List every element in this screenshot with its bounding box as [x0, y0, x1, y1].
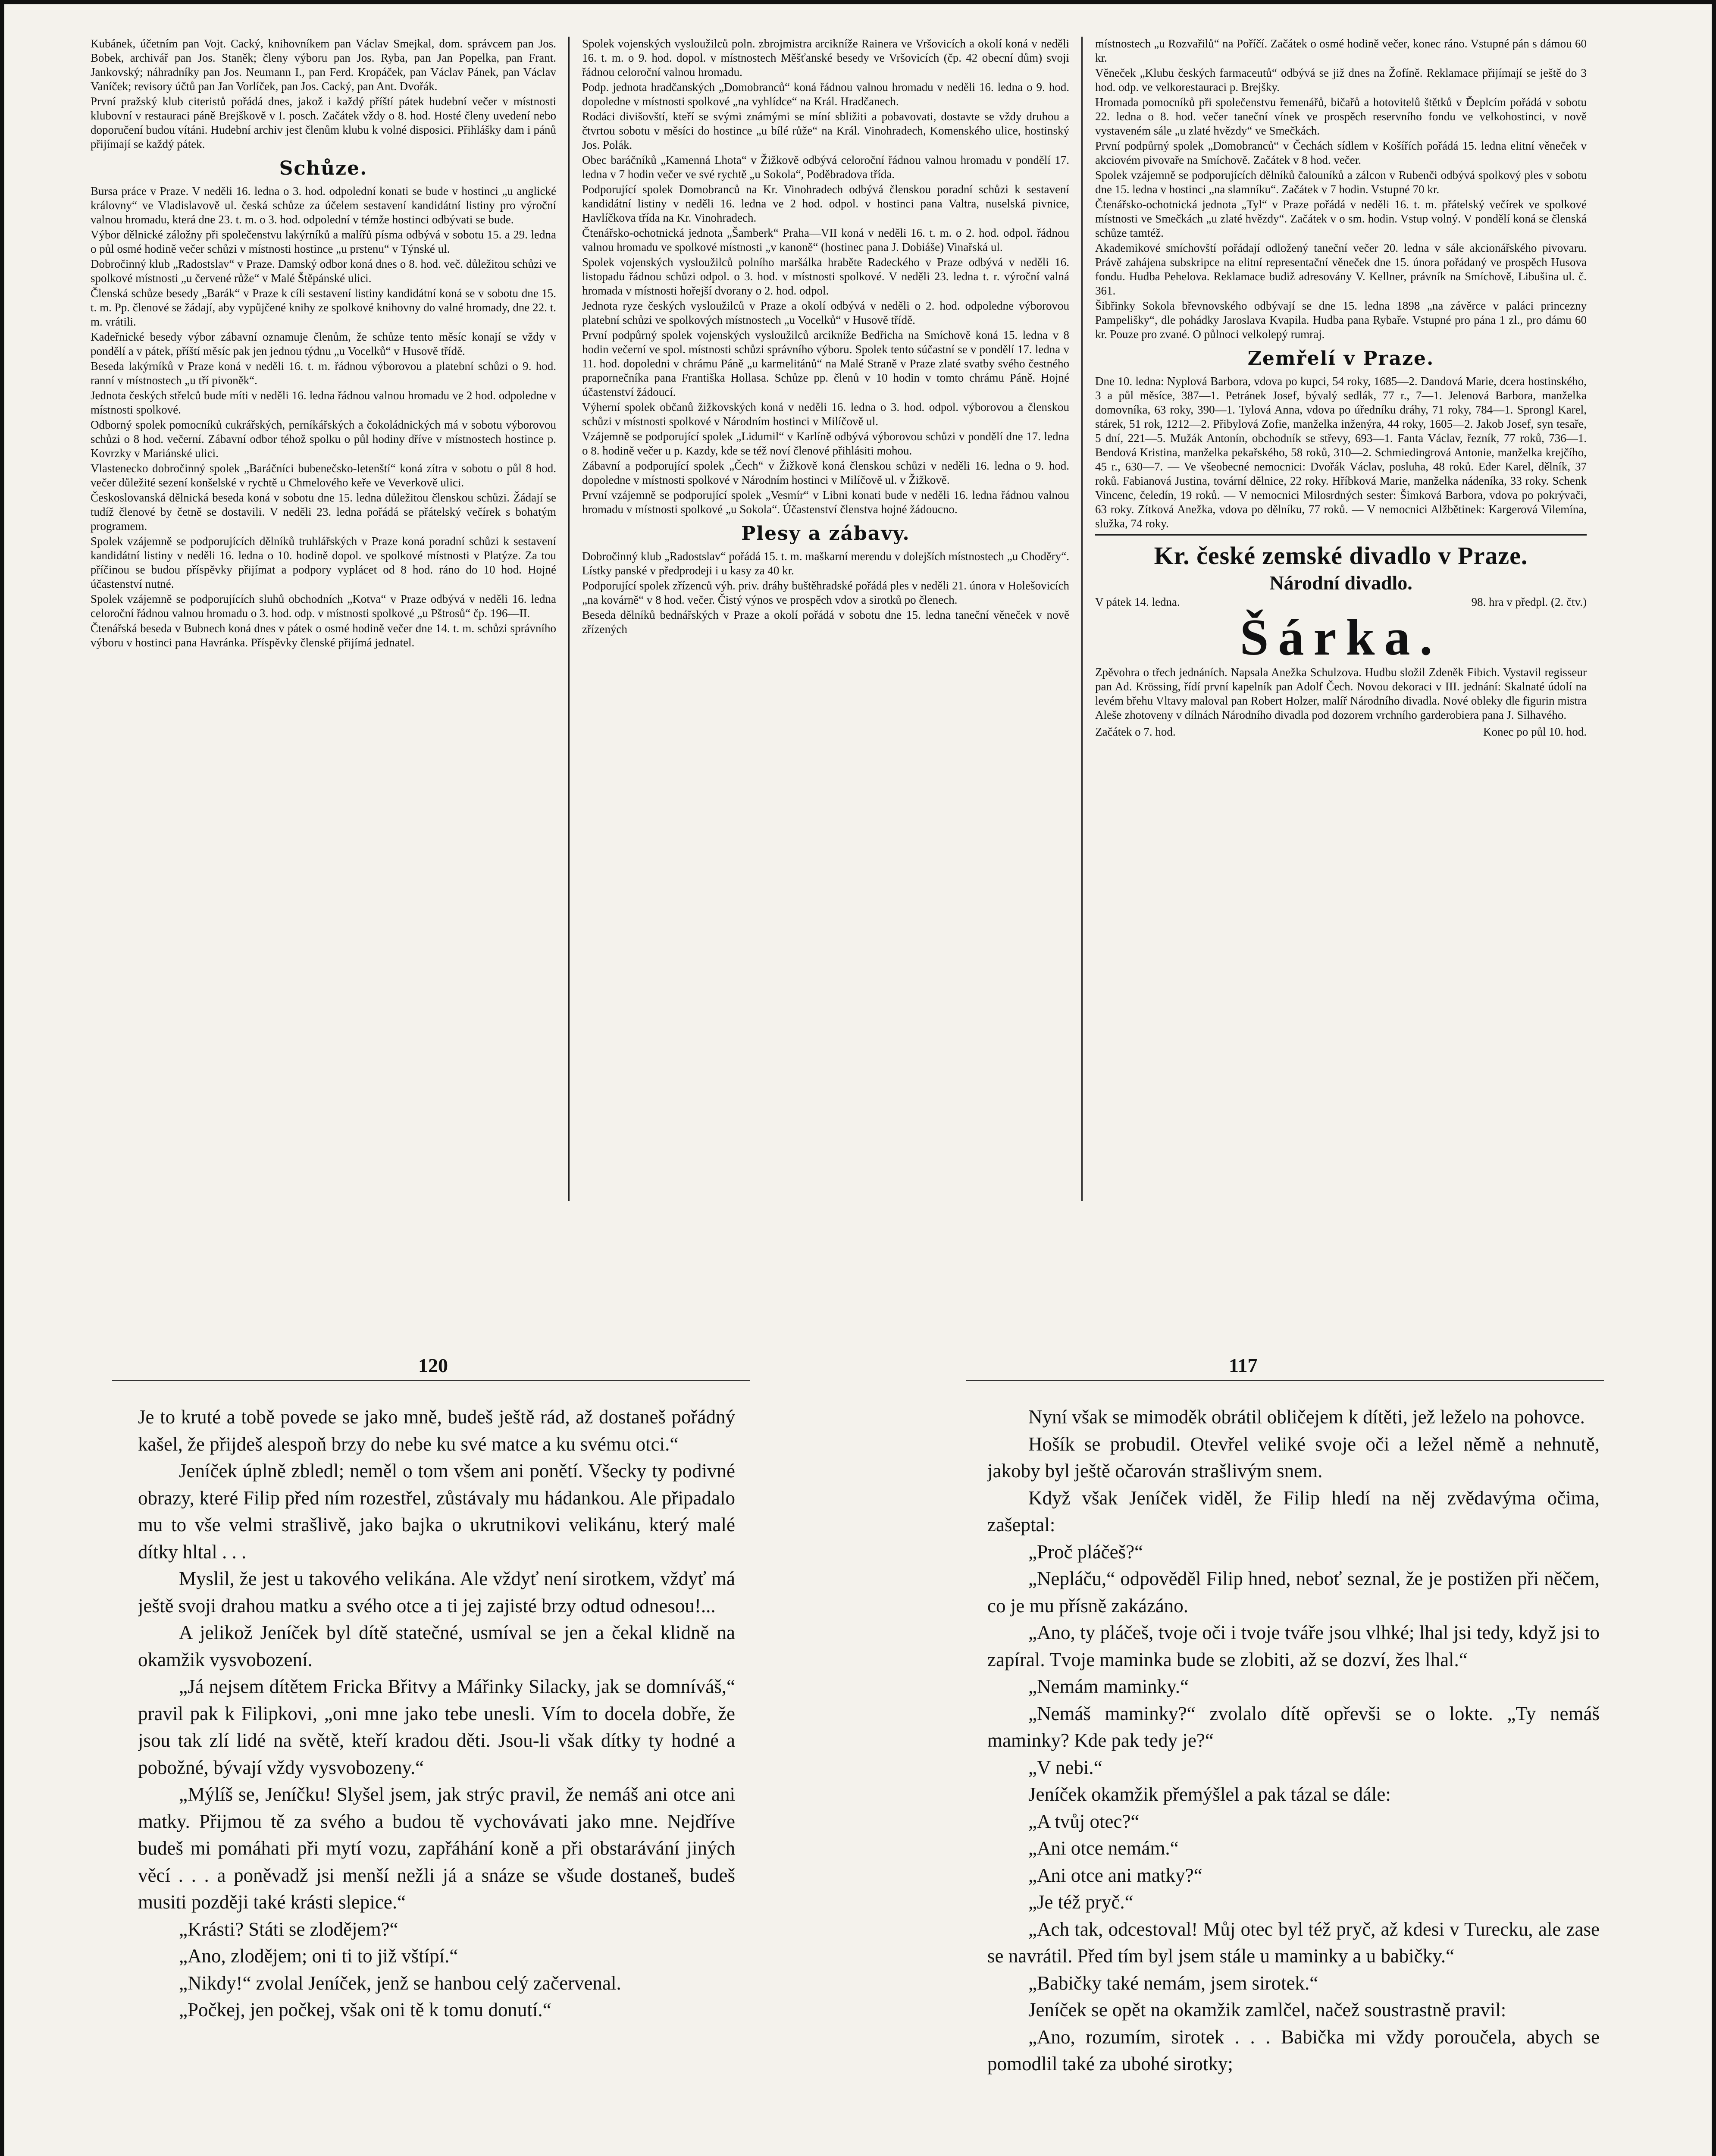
newspaper-column-2: [582, 37, 1069, 1201]
news-item: První podpůrný spolek „Domobranců“ v Čechách sídlem v Košířích pořádá 15. ledna elitní věneček v akciovém pivovaře na Smíchově. Začátek v 8 hod. večer.: [1095, 139, 1587, 166]
theatre-start: Začátek o 7. hod.: [1095, 725, 1176, 738]
book-paragraph: „Já nejsem dítětem Fricka Břitvy a Mářinky Silacky, jak se domníváš,“ pravil pak k Filipkovi, „oni mne jako tebe unesli. Vím to docela dobře, že jsou tak zlí lidé na světě, kteří kradou děti. Jsou-li však dítky ty hodné a pobožné, bývají vždy vysvobozeny.“: [138, 1676, 735, 1778]
news-item: Věneček „Klubu českých farmaceutů“ odbývá se již dnes na Žofíně. Reklamace přijímají se ještě do 3 hod. odp. ve velkorestauraci p. Brejšky.: [1095, 66, 1587, 94]
news-item: Podporující spolek Domobranců na Kr. Vinohradech odbývá členskou poradní schůzi k sestavení kandidátní listiny v neděli 16. ledna ve 2 hod. odpol. v hostinci pana Valtra, nuselská pivnice, Havlíčkova třída na Kr. Vinohradech.: [582, 183, 1069, 224]
news-item: Spolek vzájemně se podporujících dělníků truhlářských v Praze koná poradní schůzi k sestavení kandidátní listiny v neděli 16. ledna o 10. hodině dopol. ve spolkové místnosti v Platýze. Za tou příčinou se budou příspěvky přijímat a podpory vyplácet od 8 hod. ráno do 10 hod. Hojné účastenství nutné.: [91, 535, 556, 590]
theatre-date-line: [1095, 595, 1587, 609]
newspaper-column-1: [91, 37, 556, 1201]
news-item: Beseda lakýrníků v Praze koná v neděli 16. t. m. řádnou výborovou a platební schůzi o 9. hod. ranní v místnostech „u tří pivoněk“.: [91, 360, 556, 387]
play-title: Šárka.: [1240, 608, 1442, 666]
news-item: Beseda dělníků bednářských v Praze a okolí pořádá v sobotu dne 15. ledna taneční věneček v nově zřízených: [582, 608, 1069, 636]
book-paragraph: Jeníček úplně zbledl; neměl o tom všem ani ponětí. Všecky ty podivné obrazy, které Filip před ním rozestřel, zůstávaly mu hádankou. Ale připadalo mu to vše velmi strašlivě, jako bajka o ukrutnikovi velikánu, který malé dítky hltal . . .: [138, 1460, 735, 1563]
book-paragraph: „Nemám maminky.“: [1028, 1676, 1189, 1697]
theatre-performance: 98. hra v předpl. (2. čtv.): [1471, 595, 1587, 608]
news-item: Spolek vojenských vysloužilců polního maršálka hraběte Radeckého v Praze odbývá v neděli 16. listopadu řádnou schůzi odpol. o 3. hod. v místnosti spolkové. V neděli 23. ledna t. r. výroční valná hromada v místnosti hořejší dvorany o 2. hod. odpol.: [582, 256, 1069, 297]
book-paragraph: A jelikož Jeníček byl dítě statečné, usmíval se jen a čekal klidně na okamžik vysvobození.: [138, 1622, 735, 1670]
book-paragraph: „Ach tak, odcestoval! Můj otec byl též pryč, až kdesi v Turecku, ale zase se navrátil. Před tím byl jsem stále u maminky a u babičky.“: [987, 1918, 1600, 1967]
column-rule: [1081, 37, 1083, 1201]
book-paragraph: „V nebi.“: [1028, 1756, 1102, 1778]
news-item: Akademikové smíchovští pořádají odložený taneční večer 20. ledna v sále akcionářského pivovaru. Právě zahájena subskripce na elitní representační věneček dne 15. února pořádaný ve prospěch Husova fondu. Hudba Pehelova. Reklamace budiž adresovány V. Kellner, právník na Smíchově, Libušina ul. č. 361.: [1095, 241, 1587, 297]
book-paragraph: Je to kruté a tobě povede se jako mně, budeš ještě rád, až dostaneš pořádný kašel, že přijdeš alespoň brzy do nebe ku své matce a ku svému otci.“: [138, 1406, 735, 1455]
section-heading-balls: Plesy a zábavy.: [741, 523, 910, 545]
news-item: Čtenářsko-ochotnická jednota „Šamberk“ Praha—VII koná v neděli 16. t. m. o 2. hod. odpol. řádnou valnou hromadu ve spolkové místnosti „v kanoně“ (hostinec pana J. Dobiáše) Vinařská ul.: [582, 226, 1069, 254]
book-paragraph: Myslil, že jest u takového velikána. Ale vždyť není sirotkem, vždyť má ještě svoji drahou matku a svého otce a ti jej zajisté brzy odtud odnesou!...: [138, 1568, 735, 1617]
news-item: Spolek vojenských vysloužilců poln. zbrojmistra arcikníže Rainera ve Vršovicích a okolí koná v neděli 16. t. m. o 9. hod. dopol. v místnostech Měšťanské besedy ve Vršovicích (čp. 42 obecní dům) svoji řádnou celoroční valnou hromadu.: [582, 37, 1069, 78]
page-number-left: 120: [418, 1354, 448, 1376]
news-item: Spolek vzájemně se podporujících sluhů obchodních „Kotva“ v Praze odbývá v neděli 16. ledna celoroční řádnou valnou hromadu o 3. hod. odp. v místnosti spolkové „u Pštrosů“ čp. 196—II.: [91, 592, 556, 620]
book-paragraph: „Nemáš maminky?“ zvolalo dítě opřevši se o lokte. „Ty nemáš maminky? Kde pak tedy je?“: [987, 1702, 1600, 1751]
news-item: Odborný spolek pomocníků cukrářských, perníkářských a čokoládnických má v sobotu výborovou schůzi o 8 hod. večerní. Zábavní odbor téhož spolku o půl hodiny dříve v místnostech hostince p. Kovrzky v Mariánské ulici.: [91, 418, 556, 460]
section-heading-deaths: Zemřelí v Praze.: [1247, 348, 1434, 370]
book-paragraph: „Nikdy!“ zvolal Jeníček, jenž se hanbou celý začervenal.: [179, 1972, 621, 1994]
news-item: Dobročinný klub „Radostslav“ v Praze. Damský odbor koná dnes o 8. hod. več. důležitou schůzi ve spolkové místnosti „u červené růže“ v Malé Štěpánské ulici.: [91, 257, 556, 285]
book-paragraph: „Babičky také nemám, jsem sirotek.“: [1028, 1972, 1318, 1994]
news-item: Čtenářská beseda v Bubnech koná dnes v pátek o osmé hodině večer dne 14. t. m. schůzi správního výboru v hostinci pana Havránka. Příspěvky členské přijímá jednatel.: [91, 622, 556, 649]
news-item: Hromada pomocníků při společenstvu řemenářů, bičařů a hotovitelů štětků v Ďeplcím pořádá v sobotu 22. ledna o 8. hod. večer taneční vínek ve prospěch reservního fondu ve velkohostinci, v nově vystaveném sále „u zlaté hvězdy“ ve Smečkách.: [1095, 96, 1587, 137]
page-rule-right: [966, 1380, 1604, 1381]
theatre-title: Kr. české zemské divadlo v Praze.: [1095, 534, 1587, 571]
theatre-date: V pátek 14. ledna.: [1095, 595, 1180, 608]
news-item: První podpůrný spolek vojenských vysloužilců arcikníže Bedřicha na Smíchově koná 15. ledna v 8 hodin večerní ve spol. místnosti schůzi správního výboru. Spolek tento súčastní se v pondělí 17. ledna v 11. hod. dopoledni v chrámu Páně „u karmelitánů“ na Malé Straně v Praze zlaté svatby svého čestného prapornečníka pana Františka Hollasa. Schůze pp. členů v 10 hodin v tomto chrámu Páně. Hojné účastenství žádoucí.: [582, 329, 1069, 398]
news-item: Čtenářsko-ochotnická jednota „Tyl“ v Praze pořádá v neděli 16. t. m. přátelský večírek ve spolkové místnosti ve Smečkách „u zlaté hvězdy“. Začátek v o sm. hodin. Vstup volný. V pondělí koná se členská schůze tamtéž.: [1095, 198, 1587, 239]
book-paragraph: „Ani otce nemám.“: [1028, 1837, 1179, 1859]
theatre-subtitle: Národní divadlo.: [1269, 572, 1412, 594]
book-page-left: [138, 1404, 735, 2156]
news-item: Členská schůze besedy „Barák“ v Praze k cíli sestavení listiny kandidátní koná se v sobotu dne 15. t. m. Pp. členové se žádají, aby vypůjčené knihy ze spolkové knihovny do valné hromady, dne 22. t. m. vrátili.: [91, 287, 556, 328]
news-item: Rodáci divišovští, kteří se svými známými se míní sbližiti a pobavovati, dostavte se vždy druhou a čtvrtou sobotu v měsíci do hostince „u bílé růže“ na Král. Vinohradech, Komenského ulice, hostinský Jos. Polák.: [582, 110, 1069, 151]
column-rule: [568, 37, 570, 1201]
page-rule-left: [112, 1380, 750, 1381]
scan-border-right: [1712, 0, 1716, 2156]
news-item: Dobročinný klub „Radostslav“ pořádá 15. t. m. maškarní merendu v dolejších místnostech „u Choděry“. Lístky panské v předprodeji i u kasy za 40 kr.: [582, 550, 1069, 577]
page-number-right: 117: [1229, 1354, 1258, 1376]
theatre-times: [1095, 725, 1587, 739]
news-item: Podp. jednota hradčanských „Domobranců“ koná řádnou valnou hromadu v neděli 16. ledna o 9. hod. dopoledne v místnosti spolkové „na vyhlídce“ na Král. Hradčanech.: [582, 81, 1069, 108]
news-paragraph: První pražský klub citeristů pořádá dnes, jakož i každý příští pátek hudební večer v místnosti klubovní v restauraci páně Brejškově v I. posch. Začátek vždy o 8. hod. Hosté členy uvedení nebo doporučení budou vítáni. Hudební archiv jest členům klubu k volné disposici. Přihlášky dam i pánů přijímají se každý pátek.: [91, 95, 556, 150]
scan-border-top: [0, 0, 1716, 4]
book-paragraph: „Mýlíš se, Jeníčku! Slyšel jsem, jak strýc pravil, že nemáš ani otce ani matky. Přijmou tě za svého a budou tě vychovávati jako mne. Nejdříve budeš mi pomáhati při mytí vozu, zapřáhání koně a při obstarávání jiných věcí . . . a poněvadž jsi menší nežli já a snáze se všude dostaneš, budeš musiti později také krásti slepice.“: [138, 1783, 735, 1913]
news-item: Šibřinky Sokola břevnovského odbývají se dne 15. ledna 1898 „na závěrce v paláci princezny Pampelišky“, dle pohádky Jaroslava Kvapila. Hudba pana Rybaře. Vstupné pro pána 1 zl., pro dámu 60 kr. Pouze pro zvané. O půlnoci velkolepý rumraj.: [1095, 299, 1587, 341]
book-paragraph: Hošík se probudil. Otevřel veliké svoje oči a ležel němě a nehnutě, jakoby byl ještě očarován strašlivým snem.: [987, 1433, 1600, 1482]
book-paragraph: „A tvůj otec?“: [1028, 1810, 1140, 1832]
news-item: Obec baráčníků „Kamenná Lhota“ v Žižkově odbývá celoroční řádnou valnou hromadu v pondělí 17. ledna v 7 hodin večer ve své rychtě „u Sokola“, Poděbradova třída.: [582, 154, 1069, 181]
news-item: Vzájemně se podporující spolek „Lidumil“ v Karlíně odbývá výborovou schůzi v pondělí dne 17. ledna o 8. hodině večer u p. Kazdy, kde se též noví členové přihlásiti mohou.: [582, 430, 1069, 457]
news-item: Zábavní a podporující spolek „Čech“ v Žižkově koná členskou schůzi v neděli 16. ledna o 9. hod. dopoledne v místnosti spolkové v Národním hostinci v Milíčově ul. v Žižkově.: [582, 459, 1069, 486]
play-description: Zpěvohra o třech jednáních. Napsala Anežka Schulzova. Hudbu složil Zdeněk Fibich. Vystavil regisseur pan Ad. Krössing, řídí první kapelník pan Adolf Čech. Novou dekoraci v III. jednání: Skalnaté údolí na levém břehu Vltavy maloval pan Robert Holzer, malíř Národního divadla. Nové obleky dle figurin mistra Aleše zhotoveny v dílnách Národního divadla pod dozorem vrchního garderobiera pana J. Silhavého.: [1095, 666, 1587, 721]
book-paragraph: Nyní však se mimoděk obrátil obličejem k dítěti, jež leželo na pohovce.: [1028, 1406, 1585, 1428]
news-item: Podporující spolek zřízenců výh. priv. dráhy buštěhradské pořádá ples v neděli 21. února v Holešovicích „na kovárně“ v 8 hod. večer. Čistý výnos ve prospěch vdov a sirotků po členech.: [582, 579, 1069, 606]
book-paragraph: „Proč pláčeš?“: [1028, 1541, 1143, 1563]
news-item: Českoslovanská dělnická beseda koná v sobotu dne 15. ledna důležitou členskou schůzi. Žádají se tudíž členové by četně se dostavili. V neděli 23. ledna pořádá se přátelský večírek s bohatým programem.: [91, 491, 556, 533]
news-item: První vzájemně se podporující spolek „Vesmír“ v Libni konati bude v neděli 16. ledna řádnou valnou hromadu v místnosti spolkové „u Sokola“. Účastenství členstva hojné žádoucno.: [582, 489, 1069, 516]
news-paragraph: Kubánek, účetním pan Vojt. Cacký, knihovníkem pan Václav Smejkal, dom. správcem pan Jos. Bobek, archivář pan Jos. Staněk; členy výboru pan Jos. Ryba, pan Jan Popelka, pan Frant. Jankovský; náhradníky pan Jos. Neumann I., pan Ferd. Kropáček, pan Václav Pánek, pan Václav Vaníček; revisory účtů pan Jan Vorlíček, pan Jos. Cacký, pan Ant. Dvořák.: [91, 37, 556, 93]
book-paragraph: „Počkej, jen počkej, však oni tě k tomu donutí.“: [179, 1999, 551, 2021]
book-paragraph: „Ano, zlodějem; oni ti to již vštípí.“: [179, 1945, 458, 1967]
scan-border-left: [0, 0, 4, 2156]
book-paragraph: „Ano, ty pláčeš, tvoje oči i tvoje tváře jsou vlhké; lhal jsi tedy, když jsi to zapíral. Tvoje maminka bude se zlobiti, až se dozví, žes lhal.“: [987, 1622, 1600, 1670]
news-item: Kadeřnické besedy výbor zábavní oznamuje členům, že schůze tento měsíc konají se vždy v pondělí a v pátek, příští měsíc pak jen jednou týdnu „u Vocelků“ v Husově třídě.: [91, 330, 556, 357]
book-paragraph: Když však Jeníček viděl, že Filip hledí na něj zvědavýma očima, zašeptal:: [987, 1487, 1600, 1536]
news-item: Jednota ryze českých vysloužilců v Praze a okolí odbývá v neděli o 2. hod. odpoledne výborovou platební schůzi ve spolkových místnostech „u Vocelků“ v Husově třídě.: [582, 299, 1069, 326]
book-paragraph: „Ani otce ani matky?“: [1028, 1864, 1202, 1886]
newspaper-column-3: [1095, 37, 1587, 1201]
book-paragraph: „Ano, rozumím, sirotek . . . Babička mi vždy poroučela, abych se pomodlil také za ubohé sirotky;: [987, 2026, 1600, 2075]
theatre-end: Konec po půl 10. hod.: [1483, 725, 1587, 738]
book-page-right: [987, 1404, 1600, 2156]
section-heading-meetings: Schůze.: [279, 157, 368, 179]
book-paragraph: Jeníček okamžik přemýšlel a pak tázal se dále:: [1028, 1783, 1391, 1805]
news-item: Výbor dělnické záložny při společenstvu lakýrníků a malířů písma odbývá v sobotu 15. a 29. ledna o půl osmé hodině večer schůzi v místnosti hostince „u prstenu“ v Týnské ul.: [91, 228, 556, 255]
news-item: místnostech „u Rozvařilů“ na Poříčí. Začátek o osmé hodině večer, konec ráno. Vstupné pán s dámou 60 kr.: [1095, 37, 1587, 64]
news-item: Výherní spolek občanů žižkovských koná v neděli 16. ledna o 3. hod. odpol. výborovou a členskou schůzi v místnosti spolkové v Národním hostinci v Milíčově ul.: [582, 401, 1069, 428]
book-paragraph: Jeníček se opět na okamžik zamlčel, načež soustrastně pravil:: [1028, 1999, 1506, 2021]
book-paragraph: „Krásti? Státi se zlodějem?“: [179, 1918, 398, 1940]
news-item: Bursa práce v Praze. V neděli 16. ledna o 3. hod. odpolední konati se bude v hostinci „u anglické královny“ ve Vladislavově ul. česká schůze za účelem sestavení kandidátní listiny pro výroční valnou hromadu, která dne 23. t. m. o 3. hod. odpolední v témže hostinci odbývati se bude.: [91, 185, 556, 226]
book-paragraph: „Nepláču,“ odpověděl Filip hned, neboť seznal, že je postižen při něčem, co je mu přísně zakázáno.: [987, 1568, 1600, 1617]
news-item: Jednota českých střelců bude míti v neděli 16. ledna řádnou valnou hromadu ve 2 hod. odpoledne v místnosti spolkové.: [91, 389, 556, 416]
book-paragraph: „Je též pryč.“: [1028, 1891, 1134, 1913]
news-item: Spolek vzájemně se podporujících dělníků čalouníků a zálcon v Rubenči odbývá spolkový ples v sobotu dne 15. ledna v hostinci „na slamníku“. Začátek v 7 hodin. Vstupné 70 kr.: [1095, 169, 1587, 196]
news-item: Vlastenecko dobročinný spolek „Baráčníci bubenečsko-letenští“ koná zítra v sobotu o půl 8 hod. večer důležité sezení konšelské v rychtě u Chmelového keře ve Veverkově ulici.: [91, 462, 556, 489]
deaths-list: Dne 10. ledna: Nyplová Barbora, vdova po kupci, 54 roky, 1685—2. Dandová Marie, dcera hostinského, 3 a půl měsíce, 387—1. Petránek Josef, bývalý sedlák, 77 r., 7—1. Jelenová Barbora, manželka domovníka, 63 roky, 390—1. Tylová Anna, vdova po úředníku dráhy, 71 roky, 784—1. Sprongl Karel, stárek, 51 rok, 1212—2. Přibylová Zofie, manželka inženýra, 44 roky, 1605—2. Jakob Josef, syn tesaře, 5 dní, 221—5. Mužák Antonín, obchodník se střevy, 693—1. Fanta Václav, řezník, 77 roků, 736—1. Bendová Kristina, manželka pekařského, 58 roků, 310—2. Schmiedingrová Antonie, manželka krejčího, 45 r., 630—7. — Ve všeobecné nemocnici: Dvořák Václav, posluha, 48 roků. Eder Karel, dělník, 37 roků. Fabianová Justina, tovární dělnice, 22 roky. Hříbková Marie, manželka nádeníka, 33 roky. Schenk Vincenc, čeledín, 19 roků. — V nemocnici Milosrdných sester: Šimková Barbora, vdova po pokrývači, 63 roky. Zítková Anežka, vdova po dělníku, 77 roků. — V nemocnici Alžbětinek: Kargerová Vilemína, služka, 74 roky.: [1095, 375, 1587, 530]
